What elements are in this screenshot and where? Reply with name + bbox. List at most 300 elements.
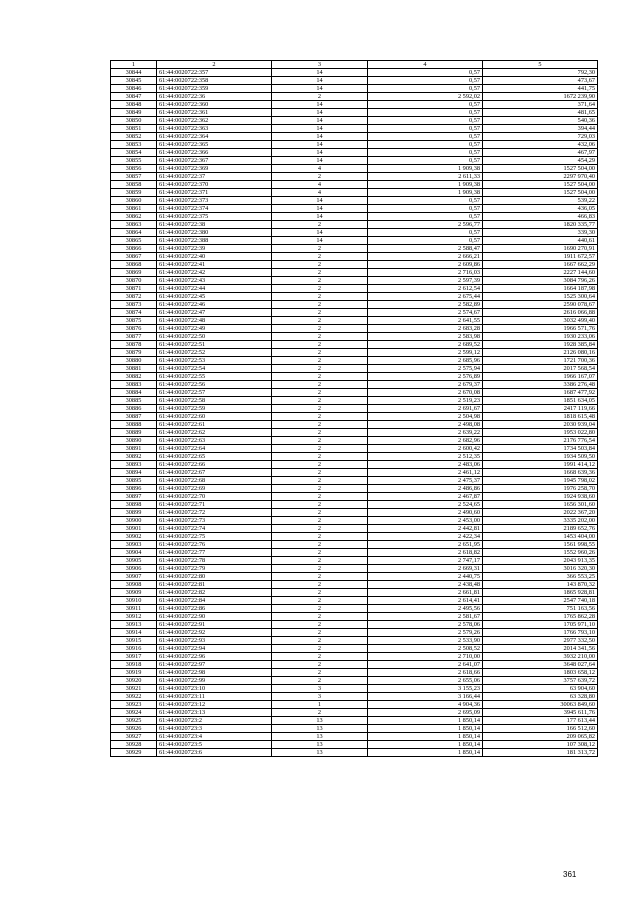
table-cell: 2 576,89 xyxy=(368,373,483,381)
table-cell: 466,83 xyxy=(483,213,598,221)
table-row xyxy=(111,165,598,173)
table-cell: 2 xyxy=(272,221,368,229)
table-cell: 2 641,07 xyxy=(368,661,483,669)
table-cell: 63 904,60 xyxy=(483,685,598,693)
table-row xyxy=(111,381,598,389)
table-cell: 61:44:0020722:365 xyxy=(157,141,272,149)
table-cell: 2 xyxy=(272,557,368,565)
table-cell: 30865 xyxy=(111,237,157,245)
table-cell: 30925 xyxy=(111,717,157,725)
table-row xyxy=(111,301,598,309)
table-cell: 2 xyxy=(272,533,368,541)
table-cell: 61:44:0020722:90 xyxy=(157,613,272,621)
table-cell: 539,22 xyxy=(483,197,598,205)
table-cell: 2 582,89 xyxy=(368,301,483,309)
table-row xyxy=(111,477,598,485)
table-cell: 2 xyxy=(272,509,368,517)
table-cell: 1 909,38 xyxy=(368,189,483,197)
table-row xyxy=(111,517,598,525)
table-cell: 61:44:0020722:54 xyxy=(157,365,272,373)
table-cell: 2977 332,50 xyxy=(483,637,598,645)
table-cell: 30912 xyxy=(111,613,157,621)
table-cell: 30916 xyxy=(111,645,157,653)
table-row xyxy=(111,309,598,317)
table-cell: 61:44:0020722:70 xyxy=(157,493,272,501)
table-cell: 14 xyxy=(272,141,368,149)
table-cell: 2022 367,20 xyxy=(483,509,598,517)
table-cell: 30917 xyxy=(111,653,157,661)
column-header: 3 xyxy=(272,61,368,69)
table-cell: 2 651,95 xyxy=(368,541,483,549)
page-number: 361 xyxy=(563,870,577,879)
table-cell: 3945 611,76 xyxy=(483,709,598,717)
table-cell: 2 675,44 xyxy=(368,293,483,301)
table-cell: 1453 404,00 xyxy=(483,533,598,541)
table-cell: 61:44:0020722:65 xyxy=(157,453,272,461)
table-cell: 2017 568,54 xyxy=(483,365,598,373)
table-cell: 2 xyxy=(272,413,368,421)
table-cell: 1851 634,05 xyxy=(483,397,598,405)
table-cell: 30854 xyxy=(111,149,157,157)
table-row xyxy=(111,629,598,637)
table-cell: 2 xyxy=(272,341,368,349)
table-cell: 2227 144,60 xyxy=(483,269,598,277)
table-cell: 1705 971,10 xyxy=(483,621,598,629)
table-cell: 30876 xyxy=(111,325,157,333)
table-row xyxy=(111,77,598,85)
table-cell: 61:44:0020722:47 xyxy=(157,309,272,317)
table-cell: 2 666,21 xyxy=(368,253,483,261)
table-cell: 3 xyxy=(272,693,368,701)
table-cell: 1 850,14 xyxy=(368,717,483,725)
table-cell: 2 609,86 xyxy=(368,261,483,269)
table-row xyxy=(111,237,598,245)
table-row xyxy=(111,85,598,93)
table-cell: 2 xyxy=(272,373,368,381)
table-cell: 61:44:0020722:91 xyxy=(157,621,272,629)
table-cell: 61:44:0020722:388 xyxy=(157,237,272,245)
table-row xyxy=(111,341,598,349)
table-cell: 3757 639,72 xyxy=(483,677,598,685)
table-cell: 2 xyxy=(272,357,368,365)
table-row xyxy=(111,205,598,213)
table-row xyxy=(111,669,598,677)
table-cell: 30921 xyxy=(111,685,157,693)
table-cell: 30905 xyxy=(111,557,157,565)
table-cell: 30926 xyxy=(111,725,157,733)
table-row xyxy=(111,117,598,125)
table-cell: 0,57 xyxy=(368,117,483,125)
table-cell: 2 xyxy=(272,709,368,717)
table-cell: 30857 xyxy=(111,173,157,181)
table-cell: 30847 xyxy=(111,93,157,101)
table-cell: 61:44:0020722:76 xyxy=(157,541,272,549)
table-cell: 61:44:0020722:99 xyxy=(157,677,272,685)
table-cell: 3032 499,40 xyxy=(483,317,598,325)
table-cell: 30887 xyxy=(111,413,157,421)
table-cell: 2 xyxy=(272,253,368,261)
table-cell: 30910 xyxy=(111,597,157,605)
table-cell: 61:44:0020722:366 xyxy=(157,149,272,157)
table-cell: 2014 341,56 xyxy=(483,645,598,653)
table-cell: 1991 414,12 xyxy=(483,461,598,469)
table-row xyxy=(111,461,598,469)
table-cell: 1930 233,06 xyxy=(483,333,598,341)
table-cell: 30853 xyxy=(111,141,157,149)
table-cell: 14 xyxy=(272,133,368,141)
table-cell: 30845 xyxy=(111,77,157,85)
table-cell: 30914 xyxy=(111,629,157,637)
table-cell: 2 661,81 xyxy=(368,589,483,597)
table-cell: 61:44:0020722:73 xyxy=(157,517,272,525)
table-cell: 0,57 xyxy=(368,237,483,245)
table-cell: 61:44:0020722:370 xyxy=(157,181,272,189)
table-cell: 540,36 xyxy=(483,117,598,125)
table-cell: 61:44:0020723:11 xyxy=(157,693,272,701)
table-cell: 61:44:0020722:66 xyxy=(157,461,272,469)
table-row xyxy=(111,653,598,661)
table-cell: 1668 639,36 xyxy=(483,469,598,477)
table-cell: 61:44:0020722:92 xyxy=(157,629,272,637)
table-cell: 61:44:0020722:57 xyxy=(157,389,272,397)
table-cell: 61:44:0020722:37 xyxy=(157,173,272,181)
table-cell: 2 588,47 xyxy=(368,245,483,253)
table-cell: 61:44:0020722:375 xyxy=(157,213,272,221)
table-cell: 30894 xyxy=(111,469,157,477)
table-cell: 30920 xyxy=(111,677,157,685)
table-cell: 61:44:0020722:55 xyxy=(157,373,272,381)
table-row xyxy=(111,277,598,285)
table-row xyxy=(111,685,598,693)
table-cell: 3 166,44 xyxy=(368,693,483,701)
table-cell: 3 xyxy=(272,685,368,693)
table-cell: 181 313,72 xyxy=(483,749,598,757)
table-cell: 2 xyxy=(272,581,368,589)
table-cell: 30879 xyxy=(111,349,157,357)
table-cell: 61:44:0020722:36 xyxy=(157,93,272,101)
table-cell: 30871 xyxy=(111,285,157,293)
table-cell: 0,57 xyxy=(368,205,483,213)
table-cell: 30885 xyxy=(111,397,157,405)
table-cell: 2616 066,88 xyxy=(483,309,598,317)
table-cell: 2 xyxy=(272,661,368,669)
table-row xyxy=(111,621,598,629)
table-cell: 30895 xyxy=(111,477,157,485)
table-cell: 61:44:0020722:363 xyxy=(157,125,272,133)
table-cell: 30890 xyxy=(111,437,157,445)
table-cell: 30861 xyxy=(111,205,157,213)
table-cell: 1820 335,77 xyxy=(483,221,598,229)
table-cell: 61:44:0020723:13 xyxy=(157,709,272,717)
table-cell: 2590 078,67 xyxy=(483,301,598,309)
table-cell: 3 155,23 xyxy=(368,685,483,693)
table-cell: 30929 xyxy=(111,749,157,757)
table-cell: 61:44:0020722:94 xyxy=(157,645,272,653)
column-header: 2 xyxy=(157,61,272,69)
table-row xyxy=(111,453,598,461)
table-cell: 0,57 xyxy=(368,69,483,77)
table-cell: 30880 xyxy=(111,357,157,365)
table-cell: 14 xyxy=(272,237,368,245)
table-cell: 30864 xyxy=(111,229,157,237)
table-cell: 30899 xyxy=(111,509,157,517)
table-cell: 30868 xyxy=(111,261,157,269)
table-cell: 61:44:0020722:63 xyxy=(157,437,272,445)
table-cell: 14 xyxy=(272,149,368,157)
table-cell: 2 639,22 xyxy=(368,429,483,437)
table-row xyxy=(111,597,598,605)
table-cell: 166 512,60 xyxy=(483,725,598,733)
table-cell: 61:44:0020722:38 xyxy=(157,221,272,229)
table-cell: 61:44:0020722:357 xyxy=(157,69,272,77)
table-cell: 2 689,52 xyxy=(368,341,483,349)
table-row xyxy=(111,173,598,181)
table-cell: 107 308,12 xyxy=(483,741,598,749)
table-cell: 2 xyxy=(272,501,368,509)
table-cell: 14 xyxy=(272,197,368,205)
table-cell: 2 xyxy=(272,301,368,309)
table-cell: 2 xyxy=(272,493,368,501)
table-cell: 2 442,81 xyxy=(368,525,483,533)
table-row xyxy=(111,605,598,613)
table-row xyxy=(111,613,598,621)
table-row xyxy=(111,397,598,405)
table-cell: 61:44:0020722:77 xyxy=(157,549,272,557)
table-cell: 30903 xyxy=(111,541,157,549)
table-header-row xyxy=(111,61,598,69)
table-cell: 30875 xyxy=(111,317,157,325)
table-cell: 2547 740,18 xyxy=(483,597,598,605)
table-cell: 61:44:0020722:69 xyxy=(157,485,272,493)
table-cell: 2 579,26 xyxy=(368,629,483,637)
table-cell: 2 670,08 xyxy=(368,389,483,397)
table-cell: 2 xyxy=(272,245,368,253)
table-cell: 30862 xyxy=(111,213,157,221)
table-cell: 2 618,66 xyxy=(368,669,483,677)
table-row xyxy=(111,149,598,157)
table-cell: 61:44:0020722:93 xyxy=(157,637,272,645)
table-cell: 61:44:0020722:43 xyxy=(157,277,272,285)
table-cell: 30872 xyxy=(111,293,157,301)
table-row xyxy=(111,429,598,437)
table-cell: 30877 xyxy=(111,333,157,341)
table-cell: 1928 385,84 xyxy=(483,341,598,349)
table-body xyxy=(111,69,598,757)
table-cell: 432,06 xyxy=(483,141,598,149)
table-cell: 481,65 xyxy=(483,109,598,117)
table-cell: 61:44:0020722:374 xyxy=(157,205,272,213)
table-cell: 2 xyxy=(272,461,368,469)
table-cell: 2 xyxy=(272,597,368,605)
table-cell: 1656 301,60 xyxy=(483,501,598,509)
column-header: 4 xyxy=(368,61,483,69)
table-cell: 2 xyxy=(272,469,368,477)
table-cell: 2 xyxy=(272,349,368,357)
table-cell: 61:44:0020722:61 xyxy=(157,421,272,429)
table-cell: 2 xyxy=(272,605,368,613)
table-cell: 14 xyxy=(272,125,368,133)
table-cell: 61:44:0020723:12 xyxy=(157,701,272,709)
table-cell: 30918 xyxy=(111,661,157,669)
table-cell: 473,67 xyxy=(483,77,598,85)
table-row xyxy=(111,181,598,189)
table-cell: 2 xyxy=(272,613,368,621)
table-cell: 1672 239,90 xyxy=(483,93,598,101)
table-cell: 30907 xyxy=(111,573,157,581)
table-cell: 30874 xyxy=(111,309,157,317)
table-cell: 61:44:0020722:62 xyxy=(157,429,272,437)
table-cell: 30902 xyxy=(111,533,157,541)
table-cell: 4 xyxy=(272,181,368,189)
table-cell: 61:44:0020722:75 xyxy=(157,533,272,541)
table-cell: 2 xyxy=(272,397,368,405)
table-cell: 1765 862,28 xyxy=(483,613,598,621)
table-cell: 4 xyxy=(272,189,368,197)
table-row xyxy=(111,581,598,589)
table-cell: 2 xyxy=(272,317,368,325)
table-cell: 30923 xyxy=(111,701,157,709)
table-cell: 30851 xyxy=(111,125,157,133)
table-cell: 2 xyxy=(272,445,368,453)
table-row xyxy=(111,285,598,293)
table-cell: 61:44:0020722:46 xyxy=(157,301,272,309)
table-cell: 1 909,38 xyxy=(368,181,483,189)
table-cell: 792,30 xyxy=(483,69,598,77)
table-cell: 61:44:0020722:72 xyxy=(157,509,272,517)
table-cell: 2 xyxy=(272,309,368,317)
table-cell: 2 467,87 xyxy=(368,493,483,501)
table-row xyxy=(111,365,598,373)
table-row xyxy=(111,101,598,109)
table-cell: 14 xyxy=(272,69,368,77)
table-cell: 61:44:0020722:44 xyxy=(157,285,272,293)
table-cell: 1 850,14 xyxy=(368,741,483,749)
table-cell: 2 710,00 xyxy=(368,653,483,661)
table-cell: 0,57 xyxy=(368,197,483,205)
table-row xyxy=(111,125,598,133)
table-cell: 61:44:0020722:371 xyxy=(157,189,272,197)
table-cell: 0,57 xyxy=(368,101,483,109)
table-cell: 2 575,94 xyxy=(368,365,483,373)
table-cell: 30863 xyxy=(111,221,157,229)
table-cell: 14 xyxy=(272,157,368,165)
table-cell: 61:44:0020722:51 xyxy=(157,341,272,349)
table-cell: 2 xyxy=(272,333,368,341)
table-cell: 30901 xyxy=(111,525,157,533)
table-cell: 2 578,06 xyxy=(368,621,483,629)
table-row xyxy=(111,661,598,669)
table-cell: 2 422,34 xyxy=(368,533,483,541)
table-cell: 30889 xyxy=(111,429,157,437)
table-cell: 0,57 xyxy=(368,149,483,157)
table-cell: 1527 504,00 xyxy=(483,165,598,173)
table-cell: 61:44:0020722:359 xyxy=(157,85,272,93)
table-cell: 1561 998,55 xyxy=(483,541,598,549)
table-cell: 440,61 xyxy=(483,237,598,245)
table-row xyxy=(111,485,598,493)
table-cell: 2 519,23 xyxy=(368,397,483,405)
table-row xyxy=(111,549,598,557)
table-cell: 2 683,28 xyxy=(368,325,483,333)
table-cell: 3016 320,30 xyxy=(483,565,598,573)
table-row xyxy=(111,269,598,277)
table-cell: 2126 080,16 xyxy=(483,349,598,357)
table-cell: 30873 xyxy=(111,301,157,309)
table-cell: 1945 798,02 xyxy=(483,477,598,485)
table-row xyxy=(111,693,598,701)
table-cell: 0,57 xyxy=(368,85,483,93)
table-row xyxy=(111,645,598,653)
table-cell: 30924 xyxy=(111,709,157,717)
table-cell: 30911 xyxy=(111,605,157,613)
table-cell: 1865 928,81 xyxy=(483,589,598,597)
table-cell: 61:44:0020722:358 xyxy=(157,77,272,85)
table-cell: 2 597,39 xyxy=(368,277,483,285)
table-cell: 454,29 xyxy=(483,157,598,165)
table-row xyxy=(111,69,598,77)
table-row xyxy=(111,509,598,517)
table-cell: 729,03 xyxy=(483,133,598,141)
table-cell: 30906 xyxy=(111,565,157,573)
table-row xyxy=(111,109,598,117)
table-cell: 2 xyxy=(272,405,368,413)
table-cell: 2 xyxy=(272,277,368,285)
table-row xyxy=(111,557,598,565)
table-cell: 2 xyxy=(272,293,368,301)
table-cell: 2 xyxy=(272,173,368,181)
table-cell: 2297 970,40 xyxy=(483,173,598,181)
table-cell: 1552 960,26 xyxy=(483,549,598,557)
table-cell: 30848 xyxy=(111,101,157,109)
table-cell: 30846 xyxy=(111,85,157,93)
table-cell: 3084 796,26 xyxy=(483,277,598,285)
table-row xyxy=(111,333,598,341)
table-cell: 14 xyxy=(272,77,368,85)
table-cell: 177 613,44 xyxy=(483,717,598,725)
table-cell: 1934 509,50 xyxy=(483,453,598,461)
table-cell: 13 xyxy=(272,749,368,757)
table-cell: 2 504,98 xyxy=(368,413,483,421)
table-cell: 2043 913,35 xyxy=(483,557,598,565)
table-cell: 2 574,67 xyxy=(368,309,483,317)
table-row xyxy=(111,445,598,453)
table-cell: 2 xyxy=(272,93,368,101)
table-cell: 1766 793,10 xyxy=(483,629,598,637)
table-cell: 61:44:0020722:53 xyxy=(157,357,272,365)
table-cell: 2 599,12 xyxy=(368,349,483,357)
table-cell: 2 483,06 xyxy=(368,461,483,469)
table-cell: 13 xyxy=(272,725,368,733)
table-cell: 2 xyxy=(272,565,368,573)
table-cell: 2 669,31 xyxy=(368,565,483,573)
table-cell: 30852 xyxy=(111,133,157,141)
table-cell: 2 xyxy=(272,437,368,445)
table-row xyxy=(111,493,598,501)
table-cell: 61:44:0020722:362 xyxy=(157,117,272,125)
table-cell: 2 695,09 xyxy=(368,709,483,717)
table-cell: 2 xyxy=(272,645,368,653)
table-row xyxy=(111,573,598,581)
table-row xyxy=(111,229,598,237)
table-cell: 2 495,56 xyxy=(368,605,483,613)
table-cell: 2 611,33 xyxy=(368,173,483,181)
table-cell: 1690 270,91 xyxy=(483,245,598,253)
table-cell: 2 475,37 xyxy=(368,477,483,485)
table-cell: 2 xyxy=(272,517,368,525)
table-cell: 2 xyxy=(272,669,368,677)
table-row xyxy=(111,317,598,325)
table-cell: 2 xyxy=(272,389,368,397)
